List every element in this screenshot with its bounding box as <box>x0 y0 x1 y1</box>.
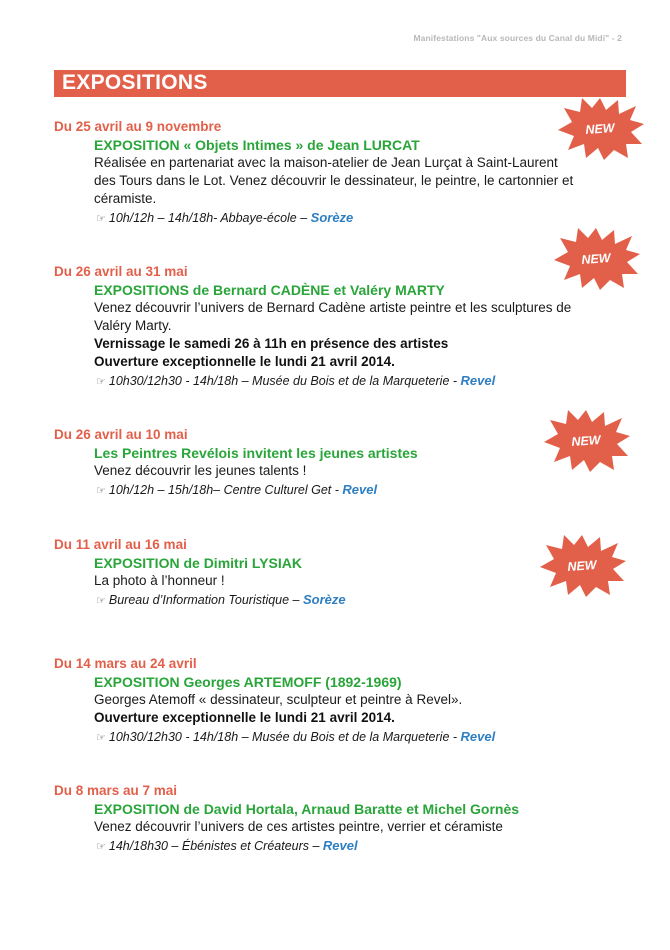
hand-pointer-icon: ☞ <box>96 376 106 388</box>
new-badge <box>542 408 630 474</box>
event-item <box>54 782 634 857</box>
event-description: céramiste. <box>94 191 157 206</box>
event-description: Georges Atemoff « dessinateur, sculpteur et peintre à Revel». <box>94 692 463 707</box>
event-description: Valéry Marty. <box>94 318 172 333</box>
event-info-text: 10h/12h – 15h/18h– Centre Culturel Get - <box>108 483 343 497</box>
badge-label: NEW <box>580 251 612 268</box>
event-info-text: 10h30/12h30 - 14h/18h – Musée du Bois et de la Marqueterie - <box>108 730 461 744</box>
running-header: Manifestations "Aux sources du Canal du Midi" - 2 <box>413 33 622 43</box>
event-town: Revel <box>460 729 496 744</box>
event-description: Réalisée en partenariat avec la maison-atelier de Jean Lurçat à Saint-Laurent <box>94 155 558 170</box>
event-description: La photo à l’honneur ! <box>94 573 225 588</box>
event-info <box>96 836 634 857</box>
section-banner <box>54 70 626 97</box>
event-town: Revel <box>342 482 378 497</box>
event-title: EXPOSITION de David Hortala, Arnaud Baratte et Michel Gornès <box>94 801 520 817</box>
event-info <box>96 371 634 392</box>
hand-pointer-icon: ☞ <box>96 485 106 497</box>
event-info <box>96 480 634 501</box>
event-info <box>96 727 634 748</box>
event-highlight: Ouverture exceptionnelle le lundi 21 avril 2014. <box>94 354 395 369</box>
event-item <box>54 655 634 748</box>
event-title: EXPOSITION de Dimitri LYSIAK <box>94 555 302 571</box>
event-date: Du 26 avril au 31 mai <box>54 264 188 279</box>
event-town: Sorèze <box>310 210 354 225</box>
event-date: Du 26 avril au 10 mai <box>54 427 188 442</box>
event-date: Du 14 mars au 24 avril <box>54 656 197 671</box>
event-highlight: Ouverture exceptionnelle le lundi 21 avril 2014. <box>94 710 395 725</box>
event-title: Les Peintres Revélois invitent les jeunes artistes <box>94 445 418 461</box>
event-date: Du 11 avril au 16 mai <box>54 537 187 552</box>
event-date: Du 25 avril au 9 novembre <box>54 119 222 134</box>
event-description: des Tours dans le Lot. Venez découvrir le dessinateur, le peintre, le cartonnier et <box>94 173 574 188</box>
event-info-text: Bureau d’Information Touristique – <box>108 593 303 607</box>
badge-label: NEW <box>570 433 602 450</box>
event-town: Revel <box>460 373 496 388</box>
new-badge <box>556 96 644 162</box>
hand-pointer-icon: ☞ <box>96 595 106 607</box>
event-info-text: 10h30/12h30 - 14h/18h – Musée du Bois et de la Marqueterie - <box>108 374 461 388</box>
hand-pointer-icon: ☞ <box>96 213 106 225</box>
event-highlight: Vernissage le samedi 26 à 11h en présence des artistes <box>94 336 449 351</box>
event-town: Revel <box>322 838 358 853</box>
event-item <box>54 118 634 229</box>
badge-label: NEW <box>584 121 616 138</box>
section-title: EXPOSITIONS <box>62 71 208 94</box>
event-town: Sorèze <box>302 592 346 607</box>
event-description: Venez découvrir les jeunes talents ! <box>94 463 307 478</box>
badge-label: NEW <box>566 558 598 575</box>
event-title: EXPOSITION « Objets Intimes » de Jean LURCAT <box>94 137 420 153</box>
event-date: Du 8 mars au 7 mai <box>54 783 178 798</box>
event-title: EXPOSITION Georges ARTEMOFF (1892-1969) <box>94 674 402 690</box>
event-info-text: 10h/12h – 14h/18h- Abbaye-école – <box>108 211 311 225</box>
hand-pointer-icon: ☞ <box>96 841 106 853</box>
event-item <box>54 263 634 392</box>
event-info-text: 14h/18h30 – Ébénistes et Créateurs – <box>108 839 323 853</box>
hand-pointer-icon: ☞ <box>96 732 106 744</box>
new-badge <box>538 533 626 599</box>
new-badge <box>552 226 640 292</box>
event-title: EXPOSITIONS de Bernard CADÈNE et Valéry MARTY <box>94 282 445 298</box>
event-description: Venez découvrir l’univers de ces artistes peintre, verrier et céramiste <box>94 819 503 834</box>
event-description: Venez découvrir l’univers de Bernard Cadène artiste peintre et les sculptures de <box>94 300 572 315</box>
